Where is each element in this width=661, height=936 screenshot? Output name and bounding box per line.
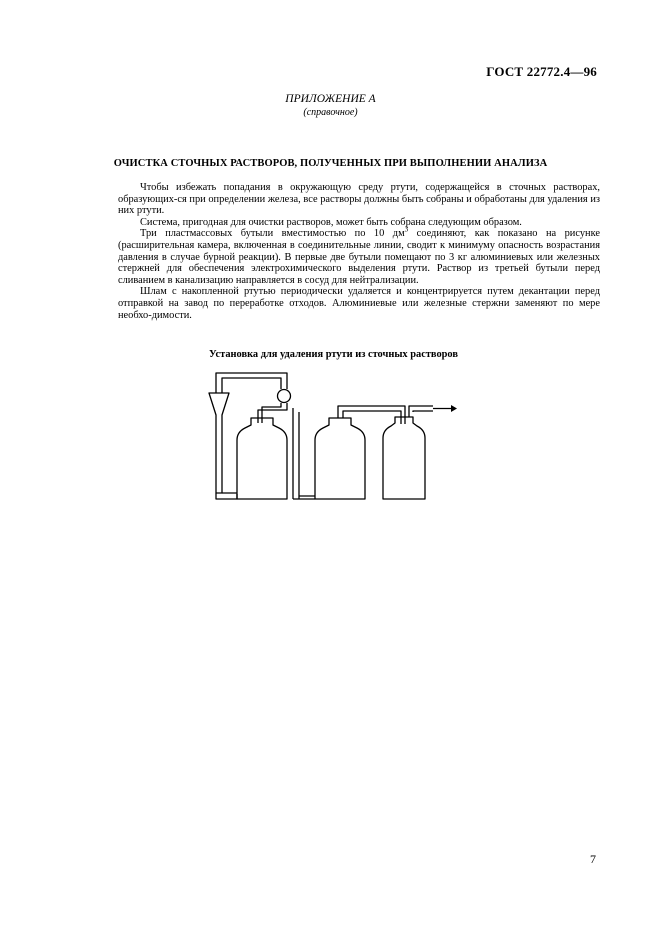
paragraph-3 — [118, 225, 600, 286]
paragraph-4: Шлам с накопленной ртутью периодически удаляется и концентрируется путем декантации перед отправкой на завод по переработке отходов. Алюминиевые или железные стержни заменяют по мере необхо-димости. — [118, 286, 600, 321]
paragraph-3-rest: соединяют, как показано на рисунке (расширительная камера, включенная в соединительные линии, сводит к минимуму опасность возрастания давления в случае бурной реакции). В первые две бутыли помещают по 3 кг алюминиевых или железных стержней для обеспечения электрохимического выделения ртути. Раствор из третьей бутыли перед сливанием в канализацию направляется в сосуд для нейтрализации. — [118, 228, 600, 286]
paragraph-3-start: Три пластмассовых бутыли вместимостью по 10 дм — [140, 228, 405, 240]
mercury-removal-apparatus-diagram — [205, 368, 465, 508]
page-number: 7 — [590, 852, 596, 866]
volume-unit-exponent: 3 — [404, 225, 409, 234]
appendix-title: ПРИЛОЖЕНИЕ А — [285, 93, 376, 105]
top-tube — [216, 373, 287, 393]
expansion-chamber — [278, 390, 291, 403]
bottle-1 — [237, 418, 287, 499]
funnel-to-bottle1-tube — [216, 493, 237, 499]
paragraph-2: Система, пригодная для очистки растворов, может быть собрана следующим образом. — [140, 216, 522, 228]
figure-caption: Установка для удаления ртути из сточных растворов — [209, 349, 458, 360]
funnel — [209, 393, 229, 493]
bottle-2 — [315, 418, 365, 499]
body-text — [118, 182, 600, 321]
appendix-subtitle: (справочное) — [303, 107, 358, 118]
bottle-3 — [383, 417, 425, 499]
outlet-tube — [409, 406, 433, 417]
section-title: ОЧИСТКА СТОЧНЫХ РАСТВОРОВ, ПОЛУЧЕННЫХ ПРИ ВЫПОЛНЕНИИ АНАЛИЗА — [113, 158, 548, 169]
paragraph-1: Чтобы избежать попадания в окружающую среду ртути, содержащейся в сточных растворах, образующих-ся при определении железа, все растворы должны быть собраны и обработаны для удаления из них ртути. — [118, 182, 600, 217]
bottle1-to-bottle2-tube — [293, 408, 315, 499]
outlet-arrowhead — [451, 405, 457, 412]
standard-code: ГОСТ 22772.4—96 — [486, 64, 597, 79]
